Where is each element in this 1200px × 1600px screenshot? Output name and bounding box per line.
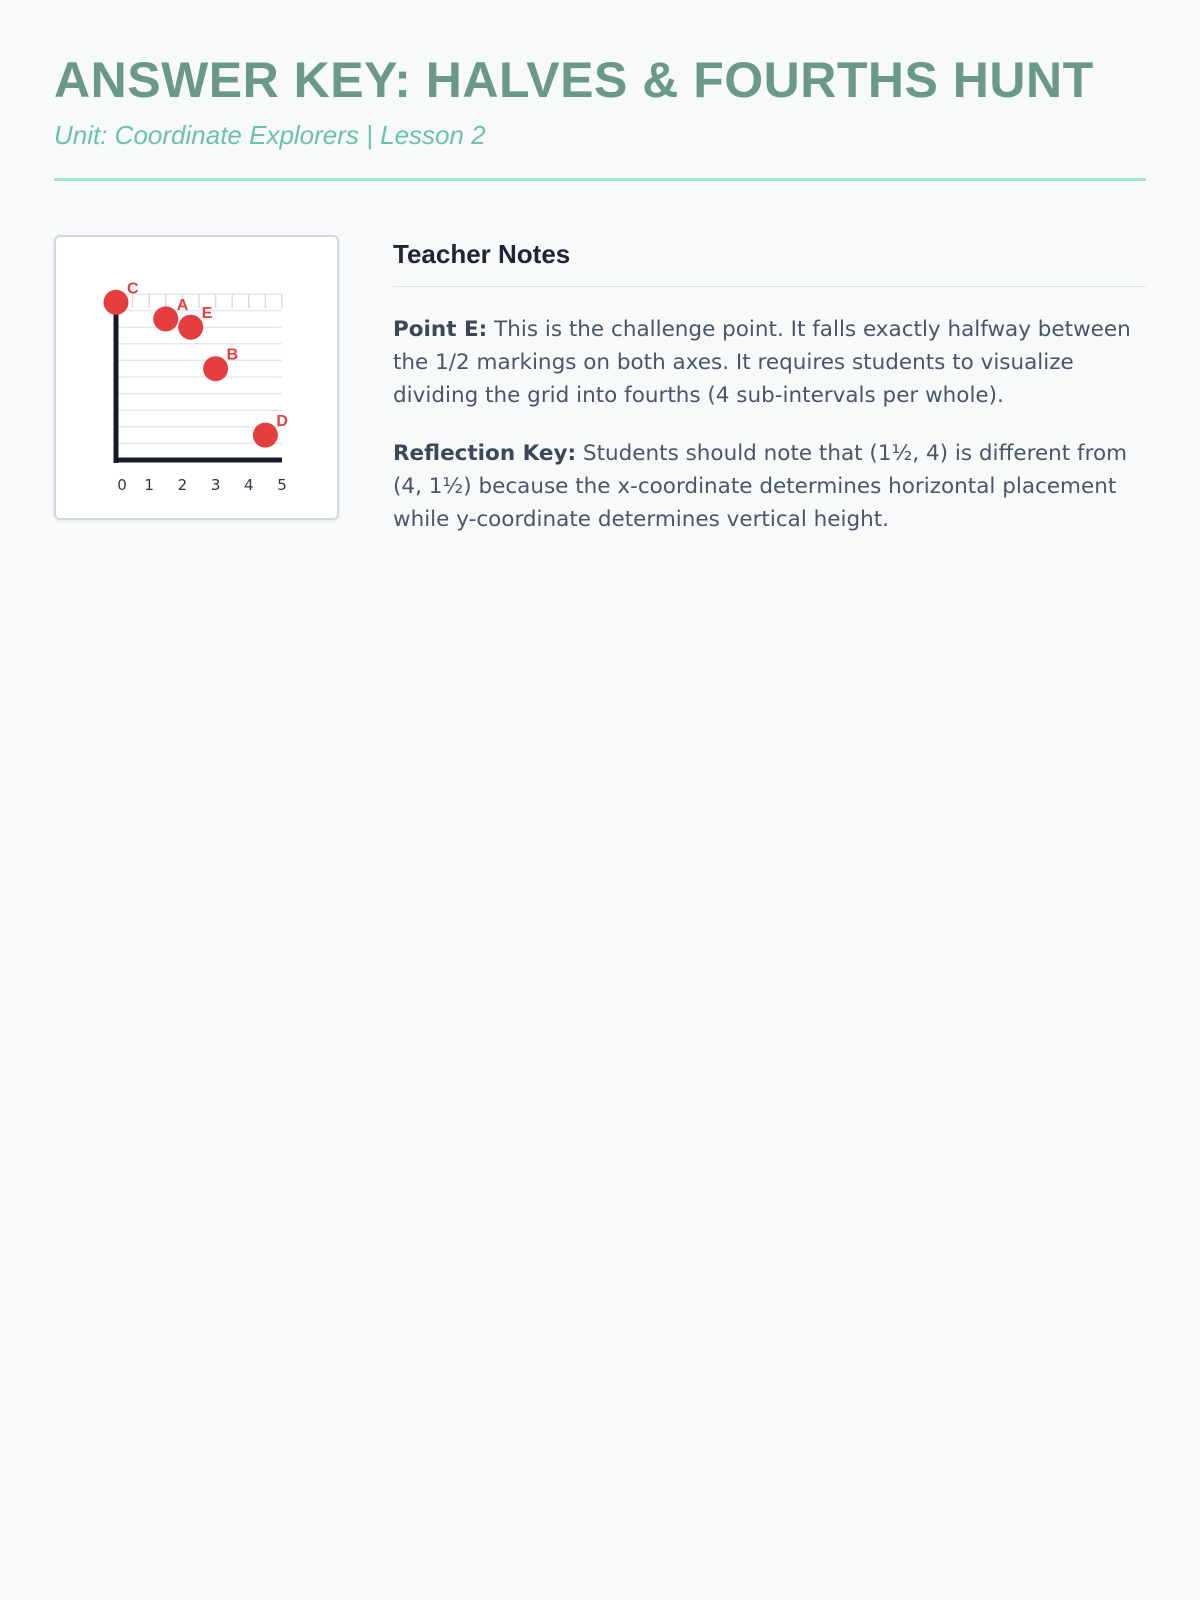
- x-tick-label: 0: [117, 475, 127, 494]
- note-point-e-label: Point E:: [393, 316, 488, 342]
- point-d-marker: [253, 422, 278, 447]
- x-tick-label: 3: [210, 475, 221, 494]
- note-reflection-key: [393, 437, 1146, 536]
- notes-heading: Teacher Notes: [393, 239, 1146, 287]
- x-tick-label: 1: [144, 475, 154, 494]
- coordinate-chart-card: [54, 235, 339, 520]
- teacher-notes: [393, 235, 1146, 536]
- content-area: [54, 235, 1146, 536]
- document-header: [54, 0, 1146, 181]
- point-c-marker: [104, 289, 129, 314]
- header-divider: [54, 178, 1146, 181]
- coordinate-plane-chart: [56, 237, 337, 518]
- x-tick-label: 2: [177, 475, 188, 494]
- point-a-label: A: [176, 296, 189, 314]
- page-subtitle: Unit: Coordinate Explorers | Lesson 2: [54, 119, 486, 150]
- x-tick-label: 5: [277, 475, 287, 494]
- point-b-label: B: [226, 346, 239, 364]
- note-point-e: [393, 313, 1146, 412]
- point-b-marker: [203, 356, 228, 381]
- point-e-marker: [178, 314, 203, 339]
- x-tick-label: 4: [244, 475, 254, 494]
- point-c-label: C: [127, 279, 139, 297]
- point-e-label: E: [201, 304, 213, 322]
- page-title: ANSWER KEY: HALVES & FOURTHS HUNT: [54, 52, 1094, 108]
- chart-points: [104, 280, 288, 447]
- note-point-e-text: This is the challenge point. It falls exactly halfway between the 1/2 markings on both axes. It requires students to visualize dividing the grid into fourths (4 sub-intervals per whole).: [393, 316, 1131, 408]
- point-d-label: D: [276, 412, 288, 430]
- note-reflection-key-label: Reflection Key:: [393, 440, 577, 466]
- chart-tick-labels: [117, 476, 287, 494]
- chart-grid: [116, 294, 282, 443]
- point-a-marker: [153, 306, 178, 331]
- note-reflection-key-text: Students should note that (1½, 4) is different from (4, 1½) because the x-coordinate determines horizontal placement while y-coordinate determines vertical height.: [393, 440, 1128, 532]
